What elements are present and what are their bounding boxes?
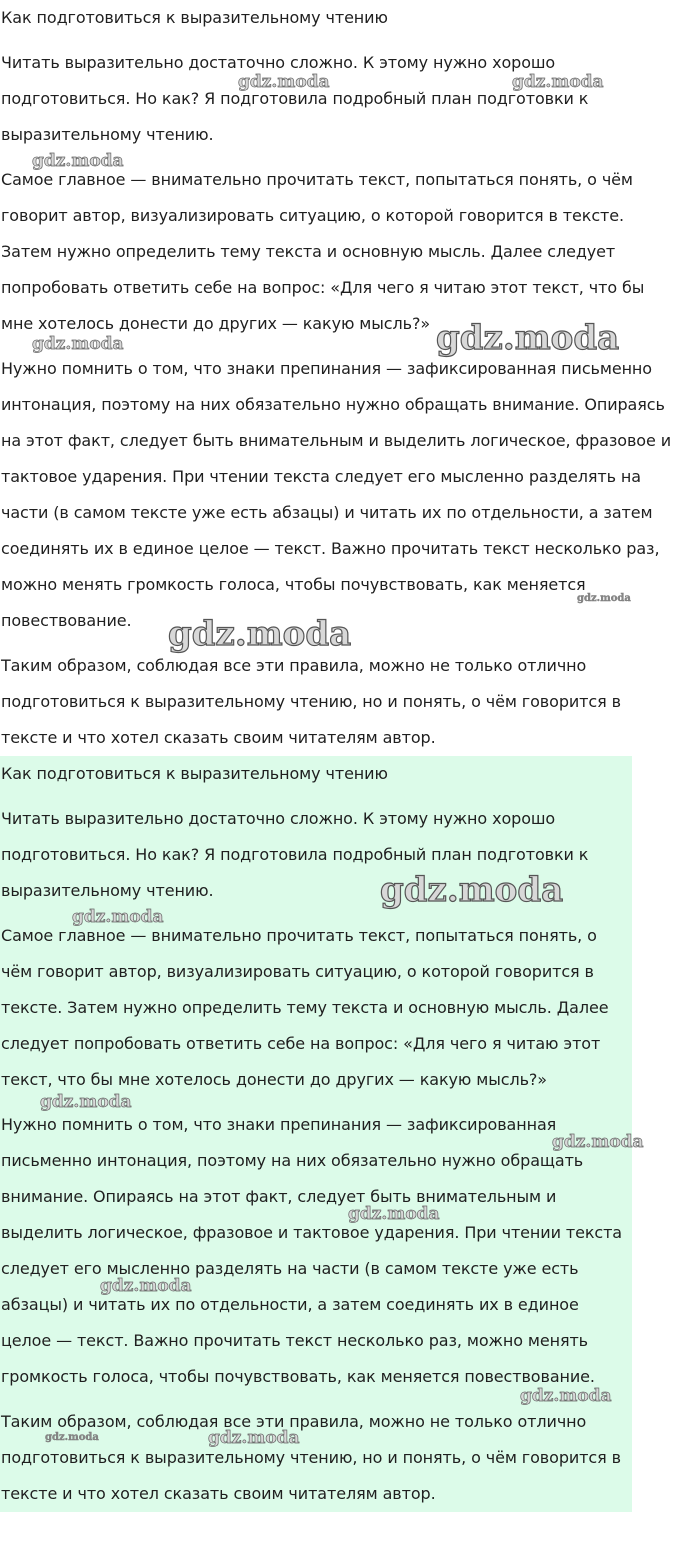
text-line: попробовать ответить себе на вопрос: «Для чего я читаю этот текст, что бы <box>1 278 645 297</box>
watermark: gdz.moda <box>348 1204 440 1224</box>
text-line: тексте. Затем нужно определить тему текста и основную мысль. Далее <box>1 998 609 1017</box>
text-line: Таким образом, соблюдая все эти правила, можно не только отлично <box>1 1412 587 1431</box>
text-line: Нужно помнить о том, что знаки препинания — зафиксированная <box>1 1115 557 1134</box>
heading: Как подготовиться к выразительному чтению <box>1 764 388 783</box>
watermark: gdz.moda <box>208 1428 300 1448</box>
text-line: соединять их в единое целое — текст. Важно прочитать текст несколько раз, <box>1 539 660 558</box>
watermark: gdz.moda <box>577 593 631 604</box>
text-line: подготовиться к выразительному чтению, но и понять, о чём говорится в <box>1 1448 621 1467</box>
text-block-original <box>0 0 680 756</box>
text-line: можно менять громкость голоса, чтобы почувствовать, как меняется <box>1 575 586 594</box>
watermark: gdz.moda <box>32 334 124 354</box>
watermark: gdz.moda <box>100 1276 192 1296</box>
watermark: gdz.moda <box>238 72 330 92</box>
text-line: чём говорит автор, визуализировать ситуацию, о которой говорится в <box>1 962 594 981</box>
watermark: gdz.moda <box>436 318 620 358</box>
text-line: тактовое ударения. При чтении текста следует его мысленно разделять на <box>1 467 641 486</box>
watermark: gdz.moda <box>552 1132 644 1152</box>
text-line: выразительному чтению. <box>1 881 214 900</box>
text-line: тексте и что хотел сказать своим читателям автор. <box>1 1484 436 1503</box>
text-line: подготовиться. Но как? Я подготовила подробный план подготовки к <box>1 845 589 864</box>
text-line: Самое главное — внимательно прочитать текст, попытаться понять, о чём <box>1 170 633 189</box>
text-line: мне хотелось донести до других — какую мысль?» <box>1 314 431 333</box>
text-line: выделить логическое, фразовое и тактовое ударения. При чтении текста <box>1 1223 623 1242</box>
text-line: подготовиться. Но как? Я подготовила подробный план подготовки к <box>1 89 589 108</box>
text-line: повествование. <box>1 611 132 630</box>
text-line: говорит автор, визуализировать ситуацию, о которой говорится в тексте. <box>1 206 624 225</box>
watermark: gdz.moda <box>512 72 604 92</box>
text-line: Нужно помнить о том, что знаки препинания — зафиксированная письменно <box>1 359 652 378</box>
text-line: Таким образом, соблюдая все эти правила, можно не только отлично <box>1 656 587 675</box>
watermark: gdz.moda <box>72 907 164 927</box>
text-line: Читать выразительно достаточно сложно. К этому нужно хорошо <box>1 809 556 828</box>
watermark: gdz.moda <box>380 870 564 910</box>
watermark: gdz.moda <box>45 1432 99 1443</box>
watermark: gdz.moda <box>520 1386 612 1406</box>
text-line: внимание. Опираясь на этот факт, следует быть внимательным и <box>1 1187 557 1206</box>
text-line: Читать выразительно достаточно сложно. К этому нужно хорошо <box>1 53 556 72</box>
watermark: gdz.moda <box>40 1092 132 1112</box>
text-line: абзацы) и читать их по отдельности, а затем соединять их в единое <box>1 1295 579 1314</box>
text-line: письменно интонация, поэтому на них обязательно нужно обращать <box>1 1151 584 1170</box>
text-line: Самое главное — внимательно прочитать текст, попытаться понять, о <box>1 926 597 945</box>
text-line: Затем нужно определить тему текста и основную мысль. Далее следует <box>1 242 616 261</box>
text-line: подготовиться к выразительному чтению, но и понять, о чём говорится в <box>1 692 621 711</box>
text-line: текст, что бы мне хотелось донести до других — какую мысль?» <box>1 1070 547 1089</box>
text-line: следует попробовать ответить себе на вопрос: «Для чего я читаю этот <box>1 1034 601 1053</box>
text-line: громкость голоса, чтобы почувствовать, как меняется повествование. <box>1 1367 595 1386</box>
text-line: интонация, поэтому на них обязательно нужно обращать внимание. Опираясь <box>1 395 665 414</box>
watermark: gdz.moda <box>32 151 124 171</box>
text-line: части (в самом тексте уже есть абзацы) и читать их по отдельности, а затем <box>1 503 653 522</box>
text-line: целое — текст. Важно прочитать текст несколько раз, можно менять <box>1 1331 589 1350</box>
text-line: на этот факт, следует быть внимательным и выделить логическое, фразовое и <box>1 431 671 450</box>
text-line: следует его мысленно разделять на части (в самом тексте уже есть <box>1 1259 579 1278</box>
text-line: тексте и что хотел сказать своим читателям автор. <box>1 728 436 747</box>
text-block-highlighted <box>0 756 644 1512</box>
text-line: выразительному чтению. <box>1 125 214 144</box>
heading: Как подготовиться к выразительному чтению <box>1 8 388 27</box>
watermark: gdz.moda <box>168 614 352 654</box>
